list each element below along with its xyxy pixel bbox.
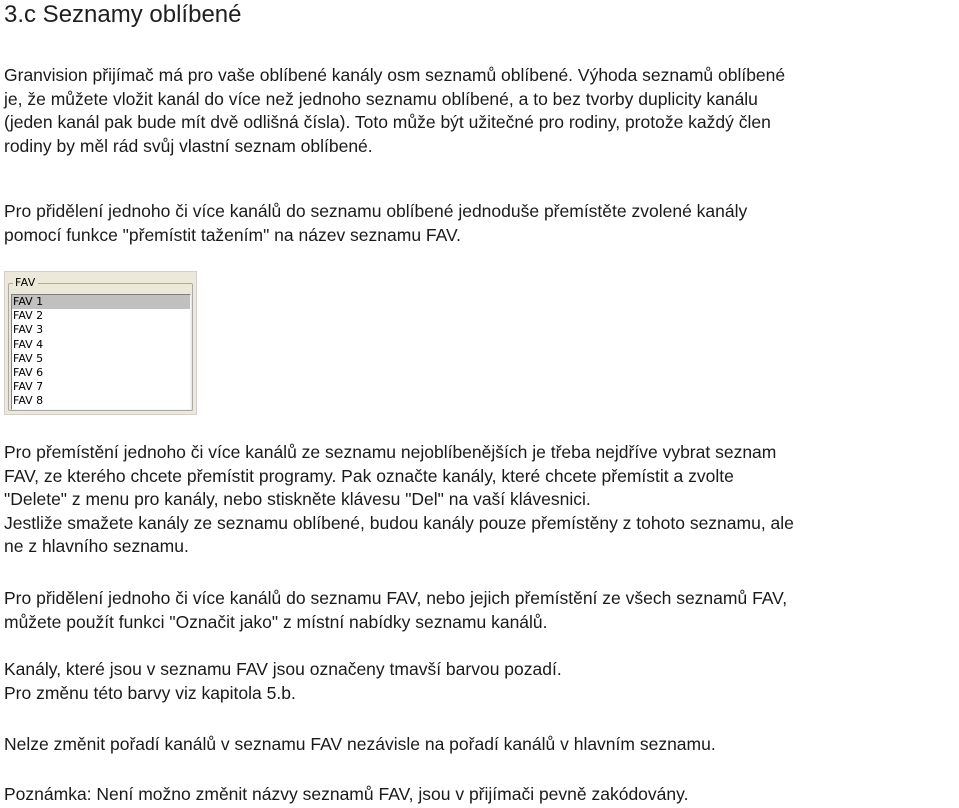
- fav-list-panel: [4, 271, 197, 415]
- paragraph-line: Pro přemístění jednoho či více kanálů ze seznamu nejoblíbenějších je třeba nejdříve vybrat seznam: [4, 442, 777, 462]
- fav-list-item[interactable]: FAV 7: [13, 380, 44, 394]
- paragraph-line: ne z hlavního seznamu.: [4, 536, 189, 557]
- fav-groupbox-legend: FAV: [15, 276, 36, 289]
- fav-list-item[interactable]: FAV 3: [13, 323, 44, 337]
- paragraph-line: můžete použít funkci "Označit jako" z místní nabídky seznamu kanálů.: [4, 611, 548, 632]
- paragraph-line: Nelze změnit pořadí kanálů v seznamu FAV nezávisle na pořadí kanálů v hlavním seznamu.: [4, 734, 716, 754]
- fav-listbox[interactable]: [11, 294, 191, 410]
- paragraph-remove: [4, 441, 959, 559]
- fav-list-item[interactable]: FAV 4: [13, 337, 44, 351]
- fav-list-item[interactable]: FAV 2: [13, 309, 44, 323]
- paragraph-order: [4, 733, 959, 757]
- paragraph-line: Kanály, které jsou v seznamu FAV jsou označeny tmavší barvou pozadí.: [4, 659, 562, 679]
- paragraph-mark-as: [4, 587, 959, 634]
- paragraph-note: [4, 783, 959, 807]
- paragraph-line: je, že můžete vložit kanál do více než jednoho seznamu oblíbené, a to bez tvorby duplicity kanálu: [4, 88, 758, 109]
- paragraph-intro: [4, 64, 959, 158]
- paragraph-assign: [4, 200, 959, 247]
- paragraph-line: FAV, ze kterého chcete přemístit programy. Pak označte kanály, které chcete přemístit a zvolte: [4, 465, 734, 486]
- paragraph-line: "Delete" z menu pro kanály, nebo stiskněte klávesu "Del" na vaší klávesnici.: [4, 489, 591, 510]
- fav-list-item[interactable]: FAV 1: [12, 295, 190, 309]
- paragraph-line: Poznámka: Není možno změnit názvy seznamů FAV, jsou v přijímači pevně zakódovány.: [4, 784, 689, 804]
- paragraph-line: Jestliže smažete kanály ze seznamu oblíbené, budou kanály pouze přemístěny z tohoto seznamu, ale: [4, 512, 794, 533]
- paragraph-line: Granvision přijímač má pro vaše oblíbené kanály osm seznamů oblíbené. Výhoda seznamů oblíbené: [4, 65, 786, 85]
- fav-list-item[interactable]: FAV 5: [13, 351, 44, 365]
- paragraph-line: Pro změnu této barvy viz kapitola 5.b.: [4, 682, 296, 703]
- paragraph-line: pomocí funkce "přemístit tažením" na název seznamu FAV.: [4, 224, 461, 245]
- paragraph-line: Pro přidělení jednoho či více kanálů do seznamu FAV, nebo jejich přemístění ze všech seznamů FAV,: [4, 588, 788, 608]
- paragraph-line: Pro přidělení jednoho či více kanálů do seznamu oblíbené jednoduše přemístěte zvolené kanály: [4, 201, 748, 221]
- paragraph-background-color: [4, 658, 959, 705]
- fav-list-item[interactable]: FAV 8: [13, 394, 44, 408]
- paragraph-line: (jeden kanál pak bude mít dvě odlišná čísla). Toto může být užitečné pro rodiny, protože každý člen: [4, 112, 771, 133]
- fav-list-item[interactable]: FAV 6: [13, 365, 44, 379]
- section-heading: 3.c Seznamy oblíbené: [4, 1, 242, 28]
- paragraph-line: rodiny by měl rád svůj vlastní seznam oblíbené.: [4, 135, 373, 156]
